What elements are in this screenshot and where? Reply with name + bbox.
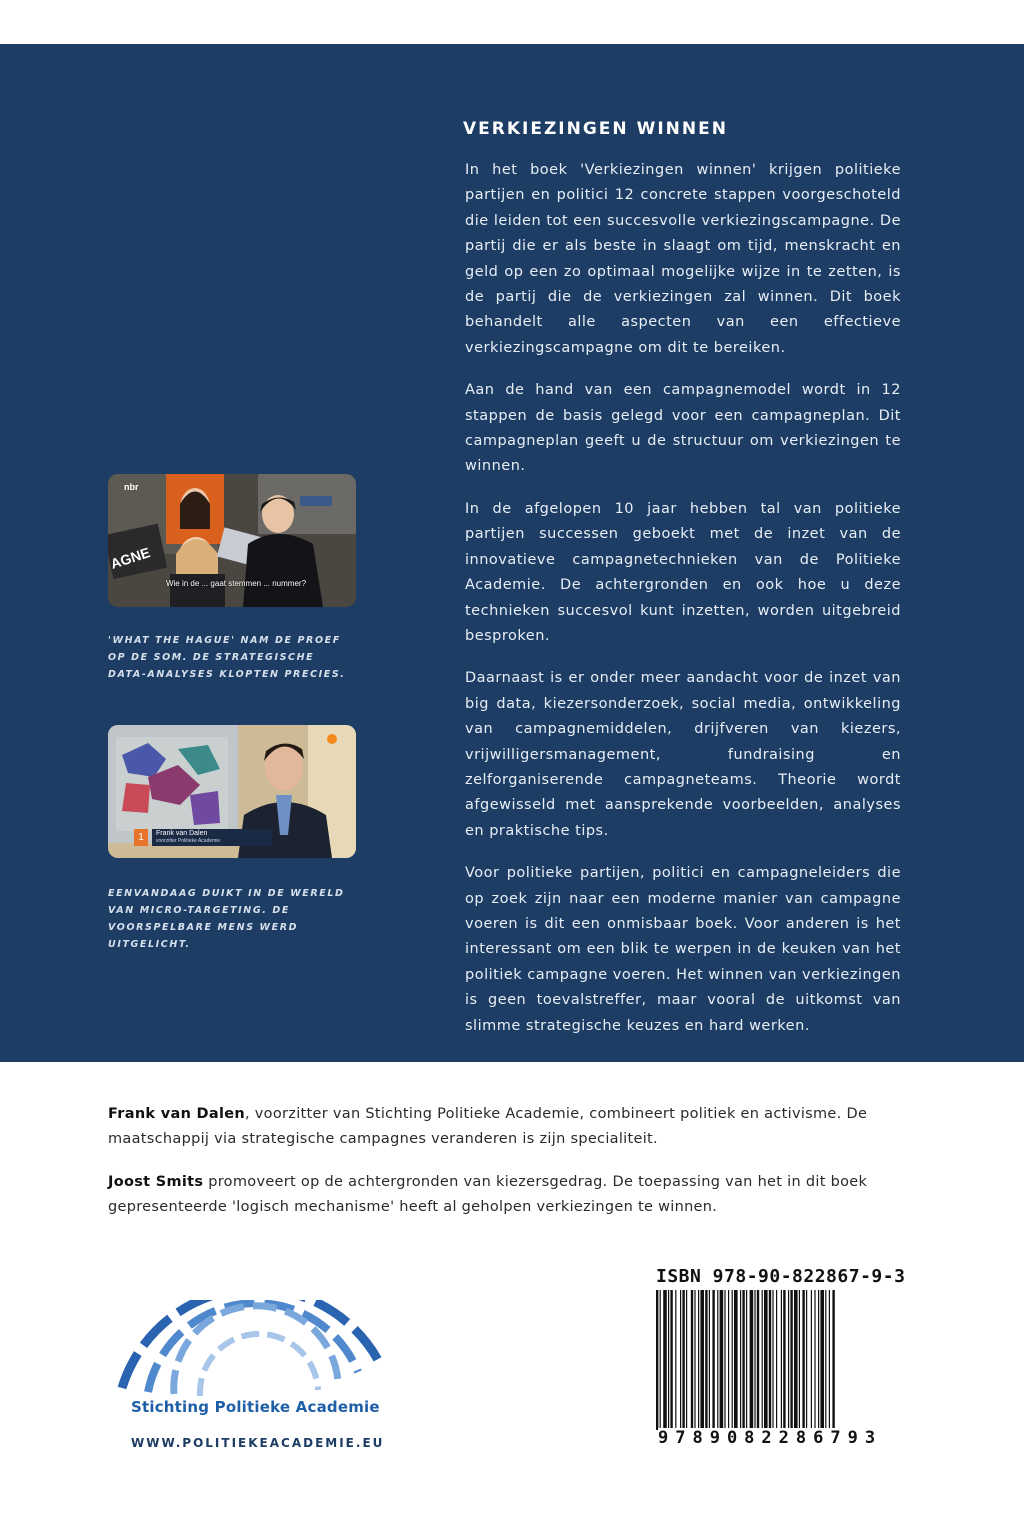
author-bio [108, 1170, 901, 1221]
nameplate-role: voorzitter Politieke Academie [156, 838, 221, 844]
author-name: Frank van Dalen [108, 1106, 245, 1122]
blurb-paragraph: Daarnaast is er onder meer aandacht voor de inzet van big data, kiezersonderzoek, social media, ontwikkeling van campagnemiddelen, drijfveren van kiezers, vrijwilligersmanagement, fundraising en zelforganiserende campagneteams. Theorie wordt afgewisseld met aansprekende voorbeelden, analyses en praktische tips. [465, 670, 901, 839]
barcode-bar [811, 1290, 812, 1430]
broadcaster-logo: nbr [124, 482, 139, 492]
book-title: VERKIEZINGEN WINNEN [463, 119, 728, 139]
barcode-bar [742, 1290, 744, 1430]
nameplate-name: Frank van Dalen [156, 830, 208, 837]
barcode-bar [734, 1290, 738, 1430]
barcode-bar [663, 1290, 667, 1430]
barcode-bar [740, 1290, 741, 1430]
tv-screenshot-studio-interview-image [108, 725, 356, 858]
blurb [465, 158, 901, 1056]
author-bio-text: , voorzitter van Stichting Politieke Academie, combineert politiek en activisme. De maatschappij via strategische campagnes veranderen is zijn specialiteit. [108, 1106, 868, 1148]
tv-subtitle: Wie in de ... gaat stemmen ... nummer? [165, 579, 307, 588]
barcode-bar [680, 1290, 681, 1430]
tv-screenshot-interview-street-image [108, 474, 356, 607]
barcode-digits: 9789082286793 [658, 1428, 904, 1448]
barcode-bar [709, 1290, 710, 1430]
barcode-bar [712, 1290, 714, 1430]
barcode-bar [820, 1290, 824, 1430]
barcode-bar [750, 1290, 754, 1430]
barcode-bar [825, 1290, 826, 1430]
barcode-bar [762, 1290, 763, 1430]
publisher-website: WWW.POLITIEKEACADEMIE.EU [131, 1436, 385, 1450]
image-caption: 'WHAT THE HAGUE' NAM DE PROEF OP DE SOM. DE STRATEGISCHE DATA-ANALYSES KLOPTEN PRECIES. [108, 635, 346, 680]
barcode-bar [799, 1290, 800, 1430]
barcode-bar [764, 1290, 768, 1430]
barcode-bar [694, 1290, 695, 1430]
barcode-bar [668, 1290, 669, 1430]
barcode-bar [802, 1290, 804, 1430]
barcode-bar [675, 1290, 676, 1430]
barcode-bar [682, 1290, 684, 1430]
barcode-bar [757, 1290, 759, 1430]
barcode-bar [788, 1290, 789, 1430]
barcode-bar [686, 1290, 687, 1430]
barcode-bar [781, 1290, 782, 1430]
barcode-bar [670, 1290, 672, 1430]
barcode-bar [776, 1290, 777, 1430]
publisher-name: Stichting Politieke Academie [131, 1398, 380, 1416]
barcode-bar [829, 1290, 830, 1430]
author-name: Joost Smits [108, 1174, 204, 1190]
barcode-bar [818, 1290, 819, 1430]
barcode-bar [724, 1290, 725, 1430]
barcode-bar [814, 1290, 815, 1430]
isbn-label: ISBN 978-90-822867-9-3 [656, 1266, 906, 1287]
blurb-paragraph: Aan de hand van een campagnemodel wordt in 12 stappen de basis gelegd voor een campagneplan. Dit campagneplan geeft u de structuur om verkiezingen te winnen. [465, 382, 901, 475]
blurb-paragraph: Voor politieke partijen, politici en campagneleiders die op zoek zijn naar een moderne manier van campagne voeren is dit een onmisbaar boek. Voor anderen is het interessant om een blik te werpen in de keuken van het politiek campagne voeren. Het winnen van verkiezingen is geen toevalstreffer, maar vooral de uitkomst van slimme strategische keuzes en hard werken. [465, 865, 901, 1034]
blurb-paragraph: In het boek 'Verkiezingen winnen' krijgen politieke partijen en politici 12 concrete stappen voorgeschoteld die leiden tot een succesvolle verkiezingscampagne. De partij die er als beste in slaagt om tijd, menskracht en geld op een zo optimaal mogelijke wijze in te zetten, is de partij die de verkiezingen zal winnen. Dit boek behandelt alle aspecten van een effectieve verkiezingscampagne om dit te bereiken. [465, 162, 901, 356]
barcode-bar [700, 1290, 704, 1430]
blurb-paragraph: In de afgelopen 10 jaar hebben tal van politieke partijen successen geboekt met de inzet van de innovatieve campagnetechnieken van de Politieke Academie. De achtergronden en ook hoe u deze technieken succesvol kunt inzetten, worden uitgebreid besproken. [465, 500, 901, 644]
author-bio [108, 1102, 901, 1153]
barcode-bar [806, 1290, 807, 1430]
barcode-icon [656, 1290, 904, 1430]
barcode-bar [656, 1290, 658, 1430]
barcode-bar [728, 1290, 729, 1430]
sign-text: AGNE [108, 544, 152, 572]
barcode-bar [732, 1290, 733, 1430]
nameplate-number: 1 [134, 829, 148, 846]
barcode-bar [705, 1290, 707, 1430]
barcode-bar [794, 1290, 798, 1430]
image-caption: EENVANDAAG DUIKT IN DE WERELD VAN MICRO-TARGETING. DE VOORSPELBARE MENS WERD UITGELICHT. [108, 888, 345, 950]
barcode-bar [772, 1290, 773, 1430]
barcode-bar [698, 1290, 699, 1430]
barcode-bar [783, 1290, 785, 1430]
barcode-bar [832, 1290, 834, 1430]
nameplate [152, 829, 272, 846]
barcode-bar [754, 1290, 755, 1430]
barcode-bar [717, 1290, 718, 1430]
barcode-bar [691, 1290, 693, 1430]
barcode-bar [769, 1290, 771, 1430]
barcode-bar [720, 1290, 724, 1430]
barcode-bar [746, 1290, 747, 1430]
barcode-bar [660, 1290, 661, 1430]
barcode-bar [790, 1290, 792, 1430]
author-bio-text: promoveert op de achtergronden van kiezersgedrag. De toepassing van het in dit boek gepresenteerde 'logisch mechanisme' heeft al geholpen verkiezingen te winnen. [108, 1174, 868, 1216]
